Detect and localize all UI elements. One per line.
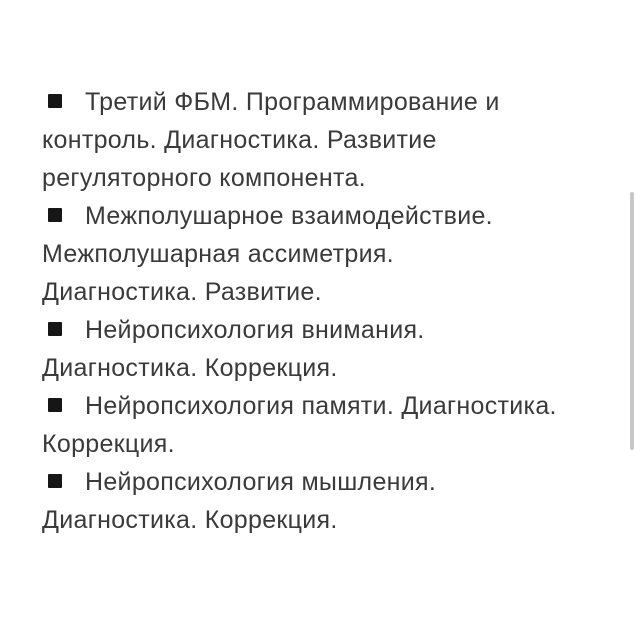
list-item-wrapped-line: Межполушарная ассиметрия. (42, 240, 394, 268)
list-item-first-line (42, 387, 610, 425)
list-item (42, 311, 610, 387)
square-bullet-icon (48, 398, 62, 412)
list-item-first-line (42, 83, 610, 121)
list-item (42, 387, 610, 463)
list-item (42, 197, 610, 311)
list-item-wrapped-line: Диагностика. Развитие. (42, 278, 322, 306)
list-item (42, 463, 610, 539)
list-item-text: Третий ФБМ. Программирование и (85, 88, 500, 116)
list-item-text: Нейропсихология внимания. (85, 316, 425, 344)
list-item-first-line (42, 197, 610, 235)
list-item-wrapped-line: Диагностика. Коррекция. (42, 506, 338, 534)
list-item-wrapped-line: регуляторного компонента. (42, 164, 366, 192)
square-bullet-icon (48, 208, 62, 222)
list-item-wrapped-line: Диагностика. Коррекция. (42, 354, 338, 382)
list-item (42, 83, 610, 197)
square-bullet-icon (48, 94, 62, 108)
square-bullet-icon (48, 322, 62, 336)
list-item-wrapped-line: контроль. Диагностика. Развитие (42, 126, 437, 154)
scrollbar-thumb[interactable] (630, 192, 634, 450)
bulleted-list (42, 83, 610, 539)
list-item-wrapped-line: Коррекция. (42, 430, 175, 458)
list-item-text: Нейропсихология мышления. (85, 468, 437, 496)
list-item-first-line (42, 463, 610, 501)
square-bullet-icon (48, 474, 62, 488)
list-item-text: Нейропсихология памяти. Диагностика. (85, 392, 557, 420)
list-item-first-line (42, 311, 610, 349)
list-item-text: Межполушарное взаимодействие. (85, 202, 493, 230)
